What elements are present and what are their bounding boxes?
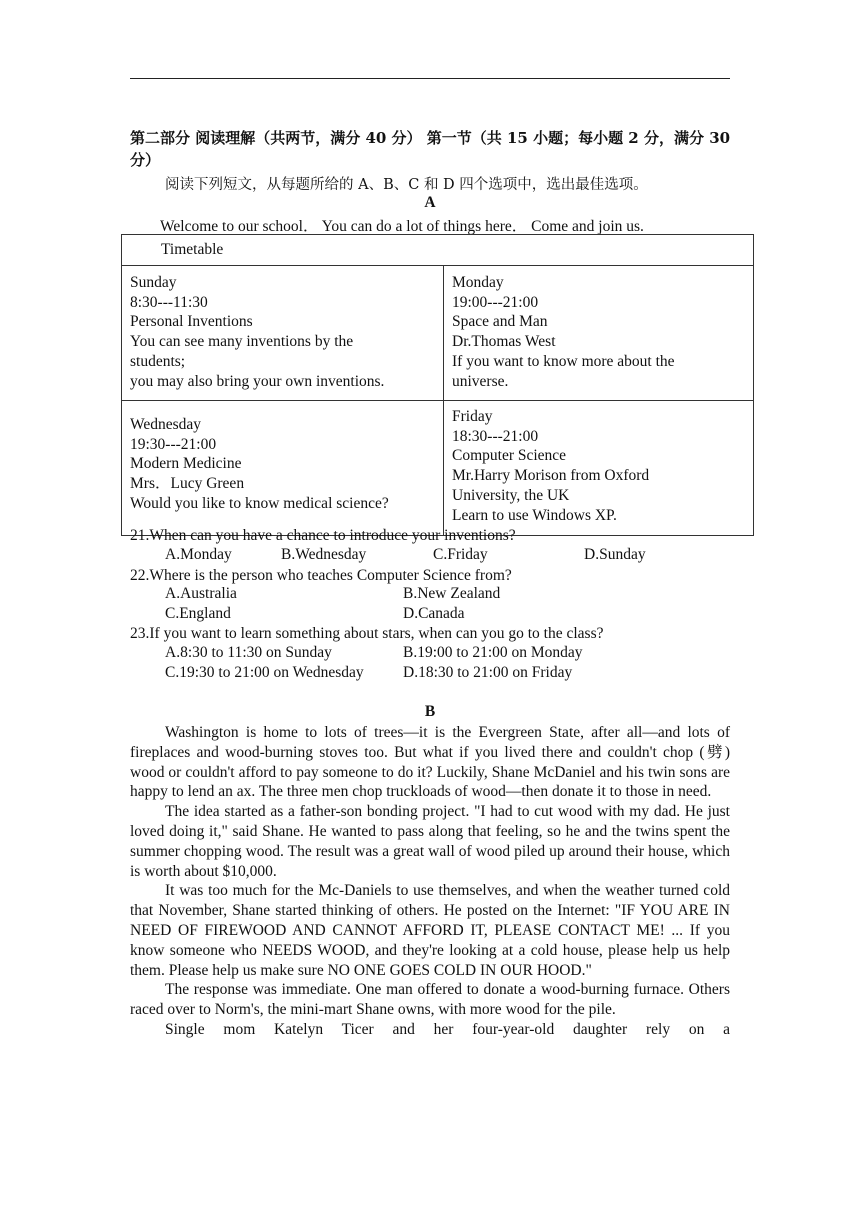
question-22-option-a[interactable]: A.Australia <box>165 585 237 602</box>
header-rule <box>130 78 730 79</box>
welcome-line: Welcome to our school． You can do a lot of things here． Come and join us. <box>160 218 644 235</box>
passage-paragraph: Washington is home to lots of trees—it is the Evergreen State, after all—and lots of fireplaces and wood-burning stoves too. But what if you lived there and couldn't chop (劈) wood or couldn't afford to pay someone to do it? Luckily, Shane McDaniel and his twin sons are happy to lend an ax. The three men chop truckloads of wood—then donate it to those in need. <box>130 724 730 801</box>
question-23-option-c[interactable]: C.19:30 to 21:00 on Wednesday <box>165 664 364 681</box>
section-a-label: A <box>424 194 436 211</box>
question-22-option-b[interactable]: B.New Zealand <box>403 585 501 602</box>
question-23-option-b[interactable]: B.19:00 to 21:00 on Monday <box>403 644 583 661</box>
question-21-option-c[interactable]: C.Friday <box>433 546 488 563</box>
question-21-option-b[interactable]: B.Wednesday <box>281 546 367 563</box>
timetable-cell-monday: Monday 19:00---21:00 Space and Man Dr.Thomas West If you want to know more about the universe. <box>444 266 754 401</box>
passage-paragraph: The idea started as a father-son bonding project. "I had to cut wood with my dad. He just loved doing it," said Shane. He wanted to pass along that feeling, so he and the twins spent the summer chopping wood. The result was a great wall of wood piled up around their house, which is worth about $10,000. <box>130 803 730 880</box>
timetable-title: Timetable <box>122 235 754 266</box>
section-b-label: B <box>424 703 436 720</box>
instructions: 阅读下列短文，从每题所给的 A、B、C 和 D 四个选项中，选出最佳选项。 <box>165 177 648 193</box>
timetable <box>121 234 754 536</box>
question-21-stem: 21.When can you have a chance to introduce your inventions? <box>130 527 516 544</box>
question-22-option-d[interactable]: D.Canada <box>403 605 465 622</box>
passage-paragraph: It was too much for the Mc-Daniels to use themselves, and when the weather turned cold that November, Shane started thinking of others. He posted on the Internet: "IF YOU ARE IN NEED OF FIREWOOD AND CANNOT AFFORD IT, PLEASE CONTACT ME! ... If you know someone who NEEDS WOOD, and they're looking at a cold house, please help us help them. Please help us make sure NO ONE GOES COLD IN OUR HOOD." <box>130 882 730 979</box>
question-21-option-a[interactable]: A.Monday <box>165 546 232 563</box>
timetable-cell-sunday: Sunday 8:30---11:30 Personal Inventions You can see many inventions by the students; you may also bring your own inventions. <box>122 266 444 401</box>
question-23-option-a[interactable]: A.8:30 to 11:30 on Sunday <box>165 644 332 661</box>
timetable-cell-wednesday: Wednesday 19:30---21:00 Modern Medicine Mrs．Lucy Green Would you like to know medical science? <box>122 401 444 536</box>
question-22-stem: 22.Where is the person who teaches Computer Science from? <box>130 567 512 584</box>
question-21-option-d[interactable]: D.Sunday <box>584 546 646 563</box>
timetable-cell-friday: Friday 18:30---21:00 Computer Science Mr.Harry Morison from Oxford University, the UK Learn to use Windows XP. <box>444 401 754 536</box>
part-heading: 第二部分 阅读理解（共两节，满分 40 分） 第一节（共 15 小题；每小题 2 分，满分 30 分） <box>130 129 731 169</box>
passage-paragraph: The response was immediate. One man offered to donate a wood-burning furnace. Others raced over to Norm's, the mini-mart Shane owns, with more wood for the pile. <box>130 981 730 1019</box>
question-22-option-c[interactable]: C.England <box>165 605 231 622</box>
question-23-stem: 23.If you want to learn something about stars, when can you go to the class? <box>130 625 604 642</box>
passage-b <box>130 723 730 1040</box>
passage-paragraph: Single mom Katelyn Ticer and her four-year-old daughter rely on a <box>165 1020 730 1038</box>
question-23-option-d[interactable]: D.18:30 to 21:00 on Friday <box>403 664 573 681</box>
